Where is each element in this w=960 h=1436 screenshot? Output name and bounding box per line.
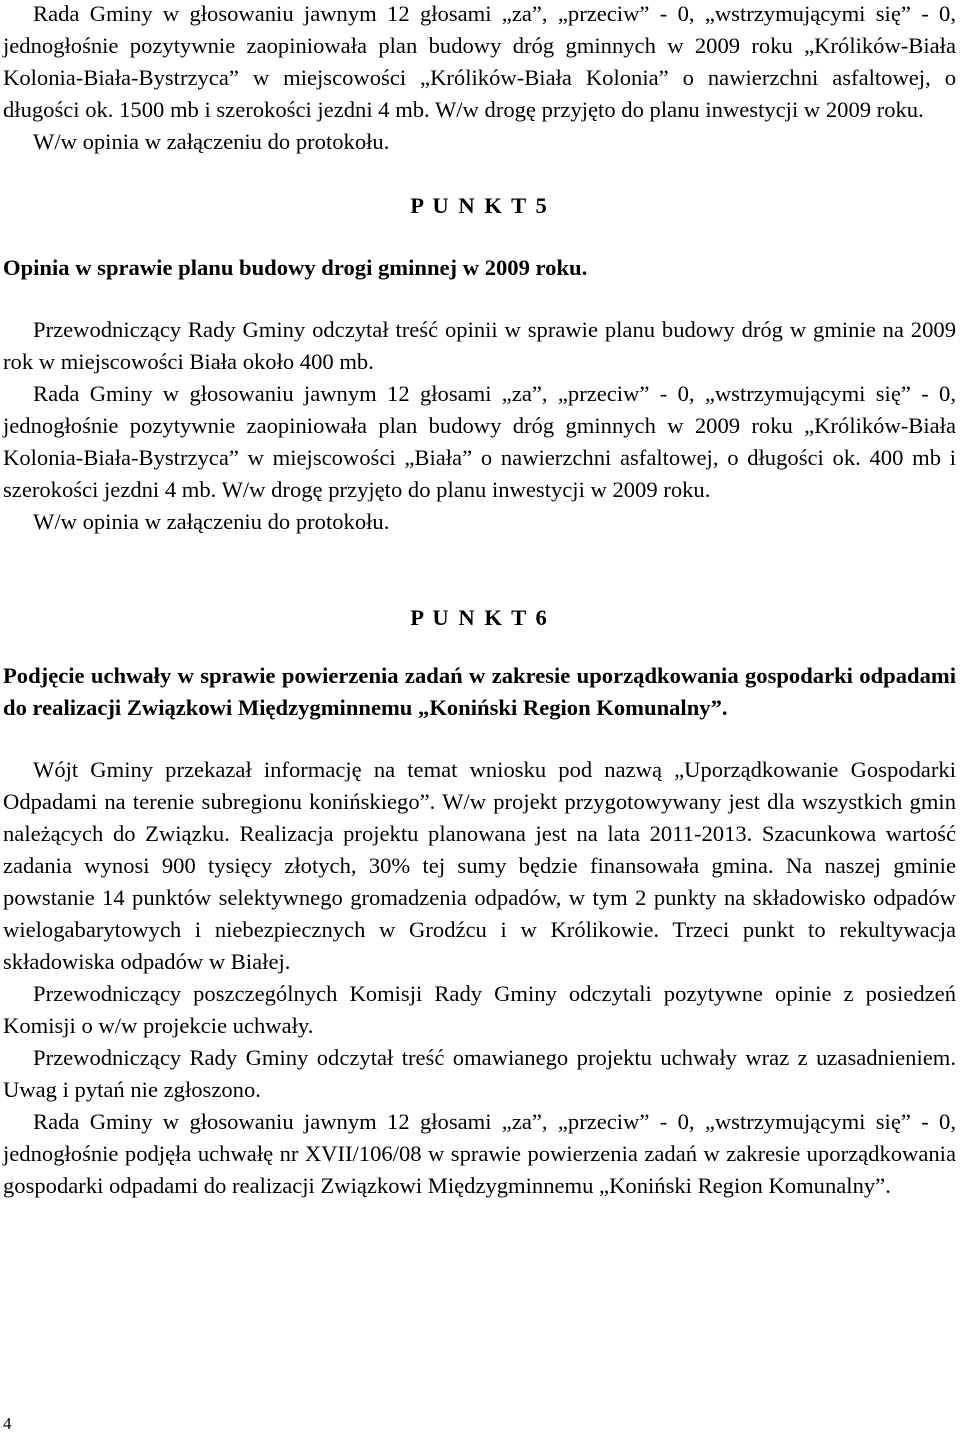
punkt-6-title: Podjęcie uchwały w sprawie powierzenia zadań w zakresie uporządkowania gospodarki odpadami do realizacji Związkowi Międzygminnemu „Koniński Region Komunalny”.	[3, 663, 956, 720]
punkt-5-attachment-note: W/w opinia w załączeniu do protokołu.	[33, 509, 390, 534]
spacer	[3, 724, 956, 754]
intro-attachment-note: W/w opinia w załączeniu do protokołu.	[33, 129, 390, 154]
spacer	[3, 284, 956, 314]
page-number: 4	[3, 1414, 12, 1433]
punkt-5-paragraph: Przewodniczący Rady Gminy odczytał treść opinii w sprawie planu budowy dróg w gminie na 2009 rok w miejscowości Biała około 400 mb.	[3, 317, 956, 374]
punkt-6-paragraph: Wójt Gminy przekazał informację na temat wniosku pod nazwą „Uporządkowanie Gospodarki Odpadami na terenie subregionu konińskiego”. W/w projekt przygotowywany jest dla wszystkich gmin należących do Związku. Realizacja projektu planowana jest na lata 2011-2013. Szacunkowa wartość zadania wynosi 900 tysięcy złotych, 30% tej sumy będzie finansowała gmina. Na naszej gminie powstanie 14 punktów selektywnego gromadzenia odpadów, w tym 2 punkty na składowisko odpadów wielogabarytowych i niebezpiecznych w Grodźcu i w Królikowie. Trzeci punkt to rekultywacja składowiska odpadów w Białej.	[3, 757, 956, 974]
spacer	[3, 538, 956, 602]
punkt-5-heading: P U N K T 5	[410, 193, 549, 218]
punkt-5-vote-paragraph: Rada Gminy w głosowaniu jawnym 12 głosami „za”, „przeciw” - 0, „wstrzymującymi się” - 0, jednogłośnie pozytywnie zaopiniowała plan budowy dróg gminnych w 2009 roku „Królików-Biała Kolonia-Biała-Bystrzyca” w miejscowości „Biała” o nawierzchni asfaltowej, o długości ok. 400 mb i szerokości jezdni 4 mb. W/w drogę przyjęto do planu inwestycji w 2009 roku.	[3, 381, 956, 502]
spacer	[3, 222, 956, 252]
punkt-6-reading-paragraph: Przewodniczący Rady Gminy odczytał treść omawianego projektu uchwały wraz z uzasadnieniem. Uwag i pytań nie zgłoszono.	[3, 1045, 956, 1102]
punkt-6-heading: P U N K T 6	[410, 605, 549, 630]
intro-paragraph: Rada Gminy w głosowaniu jawnym 12 głosami „za”, „przeciw” - 0, „wstrzymującymi się” - 0, jednogłośnie pozytywnie zaopiniowała plan budowy dróg gminnych w 2009 roku „Królików-Biała Kolonia-Biała-Bystrzyca” w miejscowości „Królików-Biała Kolonia” o nawierzchni asfaltowej, o długości ok. 1500 mb i szerokości jezdni 4 mb. W/w drogę przyjęto do planu inwestycji w 2009 roku.	[3, 1, 956, 122]
punkt-6-commission-paragraph: Przewodniczący poszczególnych Komisji Rady Gminy odczytali pozytywne opinie z posiedzeń Komisji o w/w projekcie uchwały.	[3, 981, 956, 1038]
spacer	[3, 158, 956, 190]
punkt-6-vote-paragraph: Rada Gminy w głosowaniu jawnym 12 głosami „za”, „przeciw” - 0, „wstrzymującymi się” - 0, jednogłośnie podjęła uchwałę nr XVII/106/08 w sprawie powierzenia zadań w zakresie uporządkowania gospodarki odpadami do realizacji Związkowi Międzygminnemu „Koniński Region Komunalny”.	[3, 1109, 956, 1198]
document-page	[3, 0, 956, 1202]
punkt-5-title: Opinia w sprawie planu budowy drogi gminnej w 2009 roku.	[3, 255, 588, 280]
spacer	[3, 634, 956, 660]
